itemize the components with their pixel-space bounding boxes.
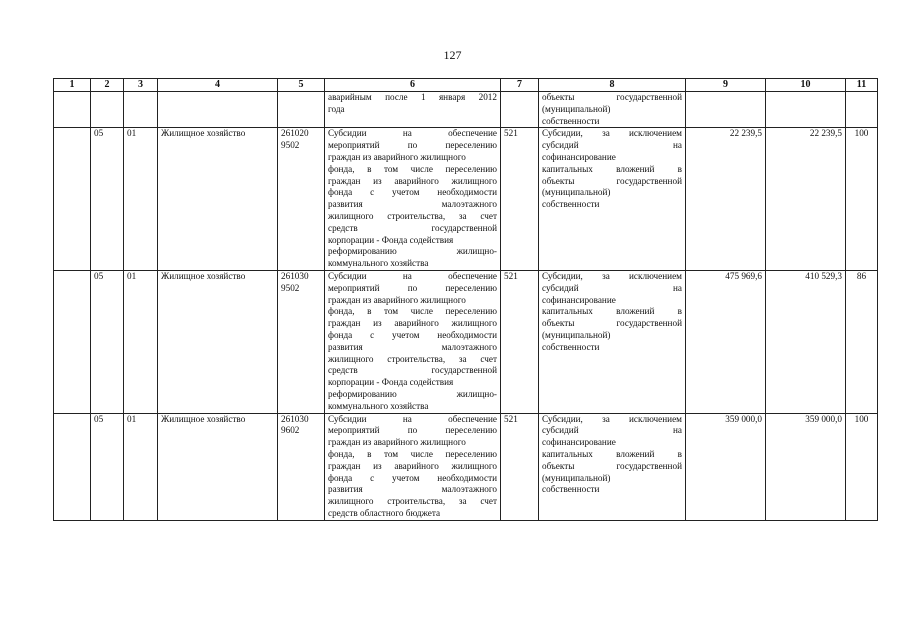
type-description-line: (муниципальной) [542, 329, 611, 340]
percent-cell: 86 [846, 270, 878, 413]
type-description-line: капитальных вложений в [542, 448, 682, 459]
col-header-6: 6 [325, 79, 501, 92]
type-code-cell: 521 [501, 270, 539, 413]
description-line: средств государственной [328, 365, 497, 376]
type-description-line: софинансирование [542, 294, 616, 305]
col-header-1: 1 [54, 79, 91, 92]
description-line: реформированию жилищно- [328, 388, 497, 399]
col-header-8: 8 [539, 79, 686, 92]
section-cell: 05 [91, 413, 124, 520]
description-cell [325, 413, 501, 520]
code-line: 9602 [281, 425, 300, 436]
type-description-line: капитальных вложений в [542, 163, 682, 174]
description-line: развития малоэтажного [328, 199, 497, 210]
type-code-cell: 521 [501, 413, 539, 520]
actual-amount-cell: 410 529,3 [766, 270, 846, 413]
description-line: жилищного строительства, за счет [328, 353, 497, 364]
continuation-type-description: объекты государственной (муниципальной) собственности [539, 92, 686, 128]
description-line: реформированию жилищно- [328, 246, 497, 257]
type-description-cell [539, 270, 686, 413]
col-header-2: 2 [91, 79, 124, 92]
type-description-line: софинансирование [542, 151, 616, 162]
percent-cell: 100 [846, 413, 878, 520]
type-description-line: объекты государственной [542, 460, 682, 471]
continuation-description: аварийным после 1 января 2012 года [325, 92, 501, 128]
plan-amount-cell: 359 000,0 [686, 413, 766, 520]
description-line: граждан из аварийного жилищного [328, 151, 466, 162]
description-line: мероприятий по переселению [328, 140, 497, 151]
col-header-7: 7 [501, 79, 539, 92]
table-row [54, 128, 878, 271]
description-line: мероприятий по переселению [328, 425, 497, 436]
description-line: фонда, в том числе переселению [328, 163, 497, 174]
description-line: средств областного бюджета [328, 507, 441, 518]
actual-amount-cell: 22 239,5 [766, 128, 846, 271]
type-description-line: собственности [542, 341, 600, 352]
code-cell [278, 413, 325, 520]
description-line: граждан из аварийного жилищного [328, 294, 466, 305]
type-description-line: собственности [542, 199, 600, 210]
subsection-cell: 01 [124, 270, 158, 413]
description-line: граждан из аварийного жилищного [328, 318, 497, 329]
description-line: развития малоэтажного [328, 341, 497, 352]
type-description-line: Субсидии, за исключением [542, 128, 682, 139]
table-row [54, 270, 878, 413]
continuation-row [54, 92, 878, 128]
subsection-cell: 01 [124, 413, 158, 520]
section-cell: 05 [91, 128, 124, 271]
col-header-10: 10 [766, 79, 846, 92]
description-line: фонда с учетом необходимости [328, 329, 497, 340]
name-cell: Жилищное хозяйство [158, 128, 278, 271]
plan-amount-cell: 22 239,5 [686, 128, 766, 271]
description-line: граждан из аварийного жилищного [328, 437, 466, 448]
description-line: граждан из аварийного жилищного [328, 175, 497, 186]
col-header-5: 5 [278, 79, 325, 92]
type-code-cell: 521 [501, 128, 539, 271]
table-row [54, 413, 878, 520]
code-line: 261030 [281, 413, 309, 424]
col-header-4: 4 [158, 79, 278, 92]
col-header-11: 11 [846, 79, 878, 92]
description-line: мероприятий по переселению [328, 282, 497, 293]
description-line: граждан из аварийного жилищного [328, 460, 497, 471]
description-line: жилищного строительства, за счет [328, 210, 497, 221]
description-cell [325, 270, 501, 413]
empty-cell [54, 413, 91, 520]
empty-cell [54, 270, 91, 413]
col-header-9: 9 [686, 79, 766, 92]
type-description-line: капитальных вложений в [542, 306, 682, 317]
subsection-cell: 01 [124, 128, 158, 271]
actual-amount-cell: 359 000,0 [766, 413, 846, 520]
type-description-line: субсидий на [542, 140, 682, 151]
code-cell [278, 270, 325, 413]
description-line: Субсидии на обеспечение [328, 413, 497, 424]
type-description-line: Субсидии, за исключением [542, 270, 682, 281]
code-line: 261030 [281, 270, 309, 281]
description-line: фонда с учетом необходимости [328, 187, 497, 198]
type-description-line: объекты государственной [542, 175, 682, 186]
code-cell [278, 128, 325, 271]
type-description-line: субсидий на [542, 425, 682, 436]
empty-cell [54, 128, 91, 271]
description-line: фонда, в том числе переселению [328, 448, 497, 459]
description-line: жилищного строительства, за счет [328, 496, 497, 507]
section-cell: 05 [91, 270, 124, 413]
type-description-line: (муниципальной) [542, 472, 611, 483]
plan-amount-cell: 475 969,6 [686, 270, 766, 413]
description-line: средств государственной [328, 222, 497, 233]
page-number: 127 [443, 48, 462, 62]
description-cell [325, 128, 501, 271]
description-line: фонда с учетом необходимости [328, 472, 497, 483]
description-line: развития малоэтажного [328, 484, 497, 495]
col-header-3: 3 [124, 79, 158, 92]
description-line: Субсидии на обеспечение [328, 128, 497, 139]
code-line: 9502 [281, 282, 300, 293]
name-cell: Жилищное хозяйство [158, 270, 278, 413]
description-line: корпорации - Фонда содействия [328, 377, 454, 388]
type-description-cell [539, 128, 686, 271]
description-line: Субсидии на обеспечение [328, 270, 497, 281]
description-line: коммунального хозяйства [328, 258, 429, 269]
type-description-line: объекты государственной [542, 318, 682, 329]
name-cell: Жилищное хозяйство [158, 413, 278, 520]
code-line: 9502 [281, 140, 300, 151]
type-description-line: софинансирование [542, 437, 616, 448]
description-line: фонда, в том числе переселению [328, 306, 497, 317]
header-row [54, 79, 878, 92]
type-description-line: собственности [542, 484, 600, 495]
budget-table [53, 78, 878, 521]
type-description-line: (муниципальной) [542, 187, 611, 198]
description-line: корпорации - Фонда содействия [328, 234, 454, 245]
code-line: 261020 [281, 128, 309, 139]
type-description-line: субсидий на [542, 282, 682, 293]
type-description-line: Субсидии, за исключением [542, 413, 682, 424]
percent-cell: 100 [846, 128, 878, 271]
type-description-cell [539, 413, 686, 520]
description-line: коммунального хозяйства [328, 400, 429, 411]
